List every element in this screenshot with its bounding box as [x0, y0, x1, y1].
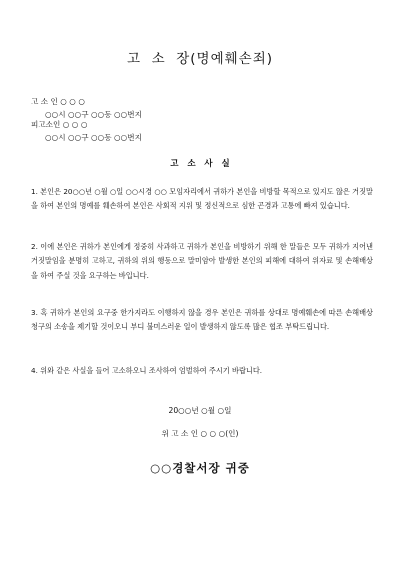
section-title: 고 소 사 실 [170, 159, 230, 169]
defendant-block [31, 118, 142, 144]
fact-item-4: 4. 위와 같은 사실을 들어 고소하오니 조사하여 엄벌하여 주시기 바랍니다. [31, 366, 263, 375]
recipient-line: ○○경찰서장 귀중 [150, 461, 250, 475]
document-title: 고 소 장(명예훼손죄) [126, 51, 274, 67]
fact-item-1: 1. 본인은 20○○년 ○월 ○일 ○○시경 ○○ 모임자리에서 귀하가 본인을 비방할 목적으로 있지도 않은 거짓말을 하여 본인의 명예를 훼손하여 본인은 사회적 지위 및 정신적으로 심한 곤경과 고통에 빠져 있습니다. [31, 187, 373, 211]
signer-line: 위 고 소 인 ○ ○ ○(인) [161, 429, 239, 438]
complainant-address: ○○시 ○○구 ○○동 ○○번지 [45, 110, 142, 119]
document-date: 20○○년 ○월 ○일 [168, 406, 232, 415]
defendant-address: ○○시 ○○구 ○○동 ○○번지 [45, 133, 142, 142]
fact-item-2: 2. 이에 본인은 귀하가 본인에게 정중히 사과하고 귀하가 본인을 비방하기 위해 한 말들은 모두 귀하가 지어낸 거짓말임을 분명히 고하고, 귀하의 위의 행동으로 말미암아 발생한 본인의 피해에 대하여 위자료 및 손해배상을 하여 주실 것을 요구하는 바입니다. [31, 242, 373, 280]
complainant-label: 고 소 인 ○ ○ ○ [31, 97, 85, 106]
defendant-label: 피고소인 ○ ○ ○ [31, 120, 88, 129]
fact-item-3: 3. 혹 귀하가 본인의 요구중 한가지라도 이행하지 않을 경우 본인은 귀하를 상대로 명예훼손에 따른 손해배상청구의 소송을 제기할 것이오니 부디 불미스러운 일이 발생하지 않도록 많은 협조 부탁드립니다. [31, 308, 373, 332]
